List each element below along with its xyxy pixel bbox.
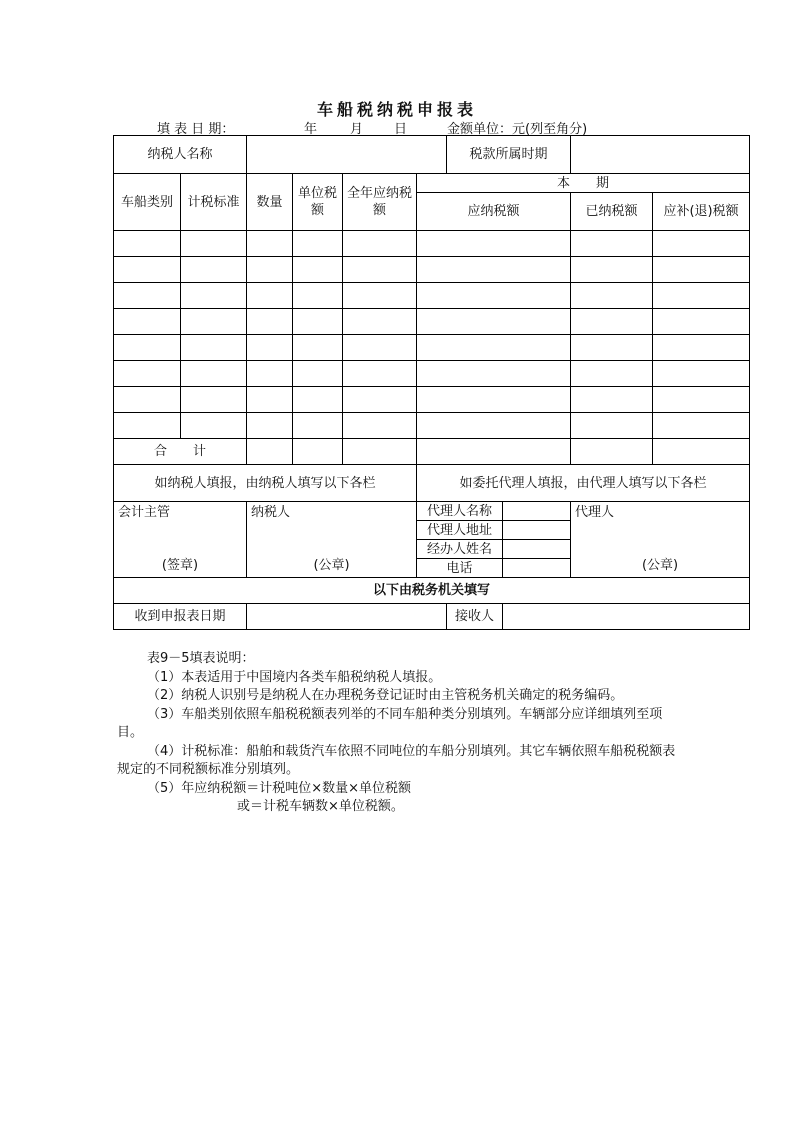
- cell[interactable]: [181, 231, 247, 257]
- received-date-label: 收到申报表日期: [114, 604, 247, 630]
- instruction-item: （4）计税标准：船舶和载货汽车依照不同吨位的车船分别填列。其它车辆依照车船税税额表规定的不同税额标准分别填列。: [117, 743, 676, 777]
- amount-unit-label: 金额单位：元(列至角分): [447, 122, 588, 137]
- cell[interactable]: [293, 283, 343, 309]
- cell[interactable]: [343, 257, 417, 283]
- taxpayer-label: 纳税人: [251, 505, 291, 520]
- cell[interactable]: [343, 413, 417, 439]
- tax-standard-header: 计税标准: [181, 174, 247, 231]
- cell[interactable]: [343, 439, 417, 465]
- cell[interactable]: [571, 309, 653, 335]
- cell[interactable]: [653, 309, 750, 335]
- cell[interactable]: [653, 439, 750, 465]
- cell[interactable]: [181, 257, 247, 283]
- cell[interactable]: [114, 283, 181, 309]
- cell[interactable]: [343, 231, 417, 257]
- cell[interactable]: [571, 231, 653, 257]
- cell[interactable]: [571, 335, 653, 361]
- cell[interactable]: [343, 361, 417, 387]
- instruction-item: （3）车船类别依照车船税税额表列举的不同车船种类分别填列。车辆部分应详细填列至项目。: [117, 706, 663, 740]
- cell[interactable]: [343, 335, 417, 361]
- form-title: 车船税纳税申报表: [316, 100, 477, 119]
- agent-cell[interactable]: [571, 502, 750, 578]
- cell[interactable]: [417, 387, 571, 413]
- cell[interactable]: [571, 387, 653, 413]
- cell[interactable]: [293, 413, 343, 439]
- cell[interactable]: [247, 413, 293, 439]
- cell[interactable]: [181, 309, 247, 335]
- cell[interactable]: [293, 387, 343, 413]
- cell[interactable]: [293, 439, 343, 465]
- cell[interactable]: [181, 387, 247, 413]
- cell[interactable]: [653, 335, 750, 361]
- table-row: [114, 257, 750, 283]
- cell[interactable]: [247, 361, 293, 387]
- fill-date-label: 填 表 日 期：: [157, 122, 235, 137]
- instruction-continuation: 或＝计税车辆数×单位税额。: [237, 799, 404, 814]
- handler-name-field[interactable]: [503, 540, 571, 559]
- cell[interactable]: [247, 387, 293, 413]
- table-row: [114, 309, 750, 335]
- instruction-item: （1）本表适用于中国境内各类车船税纳税人填报。: [147, 669, 442, 685]
- cell[interactable]: [247, 257, 293, 283]
- year-label: 年: [304, 122, 318, 137]
- cell[interactable]: [181, 361, 247, 387]
- cell[interactable]: [571, 283, 653, 309]
- table-row: [114, 231, 750, 257]
- tax-period-field[interactable]: [571, 136, 750, 174]
- receiver-label: 接收人: [447, 604, 503, 630]
- cell[interactable]: [181, 335, 247, 361]
- received-date-field[interactable]: [247, 604, 447, 630]
- cell[interactable]: [571, 413, 653, 439]
- instructions: [117, 650, 687, 817]
- agent-section-label: 如委托代理人填报，由代理人填写以下各栏: [417, 465, 750, 502]
- agent-address-field[interactable]: [503, 521, 571, 540]
- tax-period-label: 税款所属时期: [447, 136, 571, 174]
- vehicle-type-header: 车船类别: [114, 174, 181, 231]
- cell[interactable]: [653, 387, 750, 413]
- quantity-header: 数量: [247, 174, 293, 231]
- cell[interactable]: [343, 387, 417, 413]
- cell[interactable]: [653, 413, 750, 439]
- cell[interactable]: [293, 309, 343, 335]
- cell[interactable]: [293, 257, 343, 283]
- cell[interactable]: [417, 257, 571, 283]
- cell[interactable]: [417, 309, 571, 335]
- handler-name-label: 经办人姓名: [417, 540, 503, 559]
- cell[interactable]: [114, 309, 181, 335]
- table-row: [114, 387, 750, 413]
- annual-tax-header: 全年应纳税额: [343, 174, 417, 231]
- cell[interactable]: [571, 257, 653, 283]
- cell[interactable]: [653, 361, 750, 387]
- cell[interactable]: [293, 231, 343, 257]
- cell[interactable]: [114, 335, 181, 361]
- paid-tax-header: 已纳税额: [571, 193, 653, 231]
- cell[interactable]: [417, 231, 571, 257]
- cell[interactable]: [571, 361, 653, 387]
- agent-label: 代理人: [575, 505, 615, 520]
- sign-label: (签章): [161, 558, 199, 573]
- cell[interactable]: [181, 413, 247, 439]
- unit-tax-header: 单位税额: [293, 174, 343, 231]
- cell[interactable]: [114, 231, 181, 257]
- agent-seal-label: (公章): [641, 558, 679, 573]
- table-row: [114, 335, 750, 361]
- accountant-label: 会计主管: [118, 505, 171, 520]
- instruction-item: （2）纳税人识别号是纳税人在办理税务登记证时由主管税务机关确定的税务编码。: [147, 688, 624, 703]
- month-label: 月: [350, 122, 364, 137]
- cell[interactable]: [247, 439, 293, 465]
- tax-declaration-table: [113, 135, 750, 630]
- cell[interactable]: [247, 309, 293, 335]
- taxpayer-name-field[interactable]: [247, 136, 447, 174]
- payable-tax-header: 应纳税额: [417, 193, 571, 231]
- taxpayer-section-label: 如纳税人填报，由纳税人填写以下各栏: [114, 465, 417, 502]
- cell[interactable]: [247, 231, 293, 257]
- taxpayer-seal-label: (公章): [313, 558, 350, 573]
- cell[interactable]: [417, 413, 571, 439]
- cell[interactable]: [293, 335, 343, 361]
- cell[interactable]: [343, 309, 417, 335]
- total-label: 合 计: [114, 439, 247, 465]
- cell[interactable]: [114, 257, 181, 283]
- table-row: [114, 283, 750, 309]
- cell[interactable]: [417, 335, 571, 361]
- table-row: [114, 361, 750, 387]
- cell[interactable]: [417, 439, 571, 465]
- cell[interactable]: [653, 231, 750, 257]
- cell[interactable]: [653, 257, 750, 283]
- cell[interactable]: [571, 439, 653, 465]
- agent-address-label: 代理人地址: [417, 521, 503, 540]
- cell[interactable]: [653, 283, 750, 309]
- total-row: [114, 439, 750, 465]
- cell[interactable]: [417, 361, 571, 387]
- agent-name-label: 代理人名称: [417, 502, 503, 521]
- tax-office-section-label: 以下由税务机关填写: [114, 578, 750, 604]
- refund-tax-header: 应补(退)税额: [653, 193, 750, 231]
- agent-name-field[interactable]: [503, 502, 571, 521]
- instructions-heading: 表9－5填表说明：: [147, 651, 255, 666]
- phone-label: 电话: [417, 559, 503, 578]
- cell[interactable]: [293, 361, 343, 387]
- table-row: [114, 413, 750, 439]
- cell[interactable]: [343, 283, 417, 309]
- cell[interactable]: [114, 387, 181, 413]
- cell[interactable]: [247, 335, 293, 361]
- cell[interactable]: [181, 283, 247, 309]
- cell[interactable]: [114, 361, 181, 387]
- accountant-cell[interactable]: [114, 502, 247, 578]
- phone-field[interactable]: [503, 559, 571, 578]
- cell[interactable]: [247, 283, 293, 309]
- day-label: 日: [394, 122, 408, 137]
- taxpayer-name-label: 纳税人名称: [114, 136, 247, 174]
- receiver-field[interactable]: [503, 604, 750, 630]
- cell[interactable]: [114, 413, 181, 439]
- instruction-item: （5）年应纳税额＝计税吨位×数量×单位税额: [147, 780, 412, 796]
- taxpayer-cell[interactable]: [247, 502, 417, 578]
- current-period-header: 本 期: [417, 174, 750, 193]
- cell[interactable]: [417, 283, 571, 309]
